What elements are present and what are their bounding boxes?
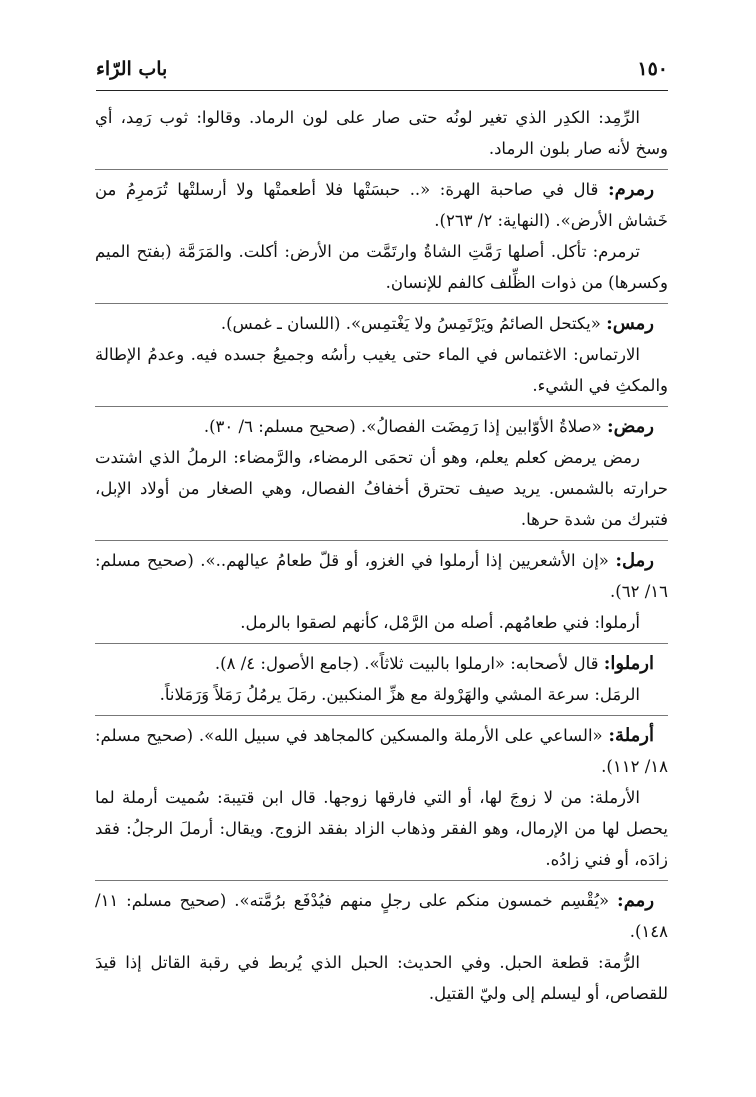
page-body	[95, 102, 668, 1018]
dictionary-entry	[95, 648, 668, 716]
entry-hadith-line	[95, 720, 668, 782]
entry-citation: (اللسان ـ غمس).	[220, 314, 341, 333]
dictionary-entry	[95, 411, 668, 541]
entry-hadith-line	[95, 411, 668, 442]
entry-hadith: قال في صاحبة الهرة: «.. حبسَتْها فلا أطعمتْها ولا أرسلتْها تُرَمرِمُ من خَشاش الأرض».	[95, 180, 668, 230]
entry-hadith: «إن الأشعريين إذا أرملوا في الغزو، أو قلّ طعامُ عيالهم..».	[200, 551, 609, 570]
entry-keyword: رمرم:	[607, 179, 655, 200]
entry-definition: ترمرم: تأكل. أصلها رَمَّتِ الشاةُ وارتَمَّت من الأرض: أكلت. والمَرَمَّة (بفتح الميم وكسرها) من ذوات الظِّلف كالفم للإنسان.	[95, 242, 668, 292]
entry-definition: أرملوا: فني طعامُهم. أصله من الرَّمْل، كأنهم لصقوا بالرمل.	[240, 613, 640, 632]
entry-definition: الرِّمِد: الكدِر الذي تغير لونُه حتى صار على لون الرماد. وقالوا: ثوب رَمِد، أي وسخ لأنه صار بلون الرماد.	[95, 108, 668, 158]
entry-citation: (صحيح مسلم: ١٦/ ٦٢).	[95, 551, 668, 601]
entry-definition: الارتماس: الاغتماس في الماء حتى يغيب رأسُه وجميعُ جسده فيه. وعدمُ الإطالة والمكثِ في الشيء.	[95, 345, 668, 395]
entry-hadith: «صلاةُ الأوّابين إذا رَمِضَت الفصالُ».	[361, 417, 602, 436]
entry-hadith-line	[95, 545, 668, 607]
entry-keyword: رمم:	[617, 890, 655, 911]
dictionary-entry	[95, 308, 668, 407]
entry-keyword: ارملوا:	[603, 653, 654, 674]
entry-hadith-line	[95, 308, 668, 339]
entry-keyword: أرملة:	[608, 725, 654, 746]
entry-definition: الأرملة: من لا زوجَ لها، أو التي فارقها زوجها. قال ابن قتيبة: سُميت أرملة لما يحصل لها من الإرمال، وهو الفقر وذهاب الزاد بفقد الزوج. ويقال: أرملَ الرجلُ: فقد زادَه، أو فني زادُه.	[95, 788, 668, 869]
entry-hadith: «الساعي على الأرملة والمسكين كالمجاهد في سبيل الله».	[198, 726, 603, 745]
dictionary-entry	[95, 720, 668, 881]
entry-hadith-line	[95, 885, 668, 947]
page-header	[96, 58, 668, 91]
entry-hadith: «يكتحل الصائمُ ويَرْتَمِسُ ولا يَغْتمِس».	[345, 314, 601, 333]
entry-citation: (صحيح مسلم: ٦/ ٣٠).	[203, 417, 356, 436]
page-number: ١٥٠	[637, 58, 668, 80]
dictionary-entry	[95, 174, 668, 304]
entry-citation: (جامع الأصول: ٤/ ٨).	[214, 654, 359, 673]
entry-hadith-line	[95, 174, 668, 236]
entry-hadith: قال لأصحابه: «ارملوا بالبيت ثلاثاً».	[364, 654, 599, 673]
entry-keyword: رمس:	[606, 313, 654, 334]
entry-hadith-line	[95, 648, 668, 679]
dictionary-entry	[95, 102, 668, 170]
entry-citation: (النهاية: ٢/ ٢٦٣).	[434, 211, 551, 230]
entry-keyword: رمل:	[615, 550, 654, 571]
entry-definition: رمض يرمض كعلم يعلم، وهو أن تحمَى الرمضاء، والرَّمضاء: الرملُ الذي اشتدت حرارته بالشمس. يريد صيف تحترق أخفافُ الفصال، وهي الصغار من أولاد الإبل، فتبرك من شدة حرها.	[95, 448, 668, 529]
dictionary-entry	[95, 885, 668, 1014]
entry-citation: (صحيح مسلم: ١٨/ ١١٢).	[95, 726, 668, 776]
entry-citation: (صحيح مسلم: ١١/ ١٤٨).	[95, 891, 668, 941]
section-title: باب الرّاء	[96, 58, 168, 80]
entry-definition: الرُّمة: قطعة الحبل. وفي الحديث: الحبل الذي يُربط في رقبة القاتل إذا قيدَ للقصاص، أو ليسلم إلى وليّ القتيل.	[95, 953, 668, 1003]
dictionary-entry	[95, 545, 668, 644]
entry-keyword: رمض:	[606, 416, 654, 437]
entry-hadith: «يُقْسِم خمسون منكم على رجلٍ منهم فيُدْفَع برُمَّته».	[234, 891, 610, 910]
entry-definition: الرمَل: سرعة المشي والهَرْولة مع هزِّ المنكبين. رمَلَ يرمُلُ رَمَلاً وَرَمَلاناً.	[159, 685, 640, 704]
